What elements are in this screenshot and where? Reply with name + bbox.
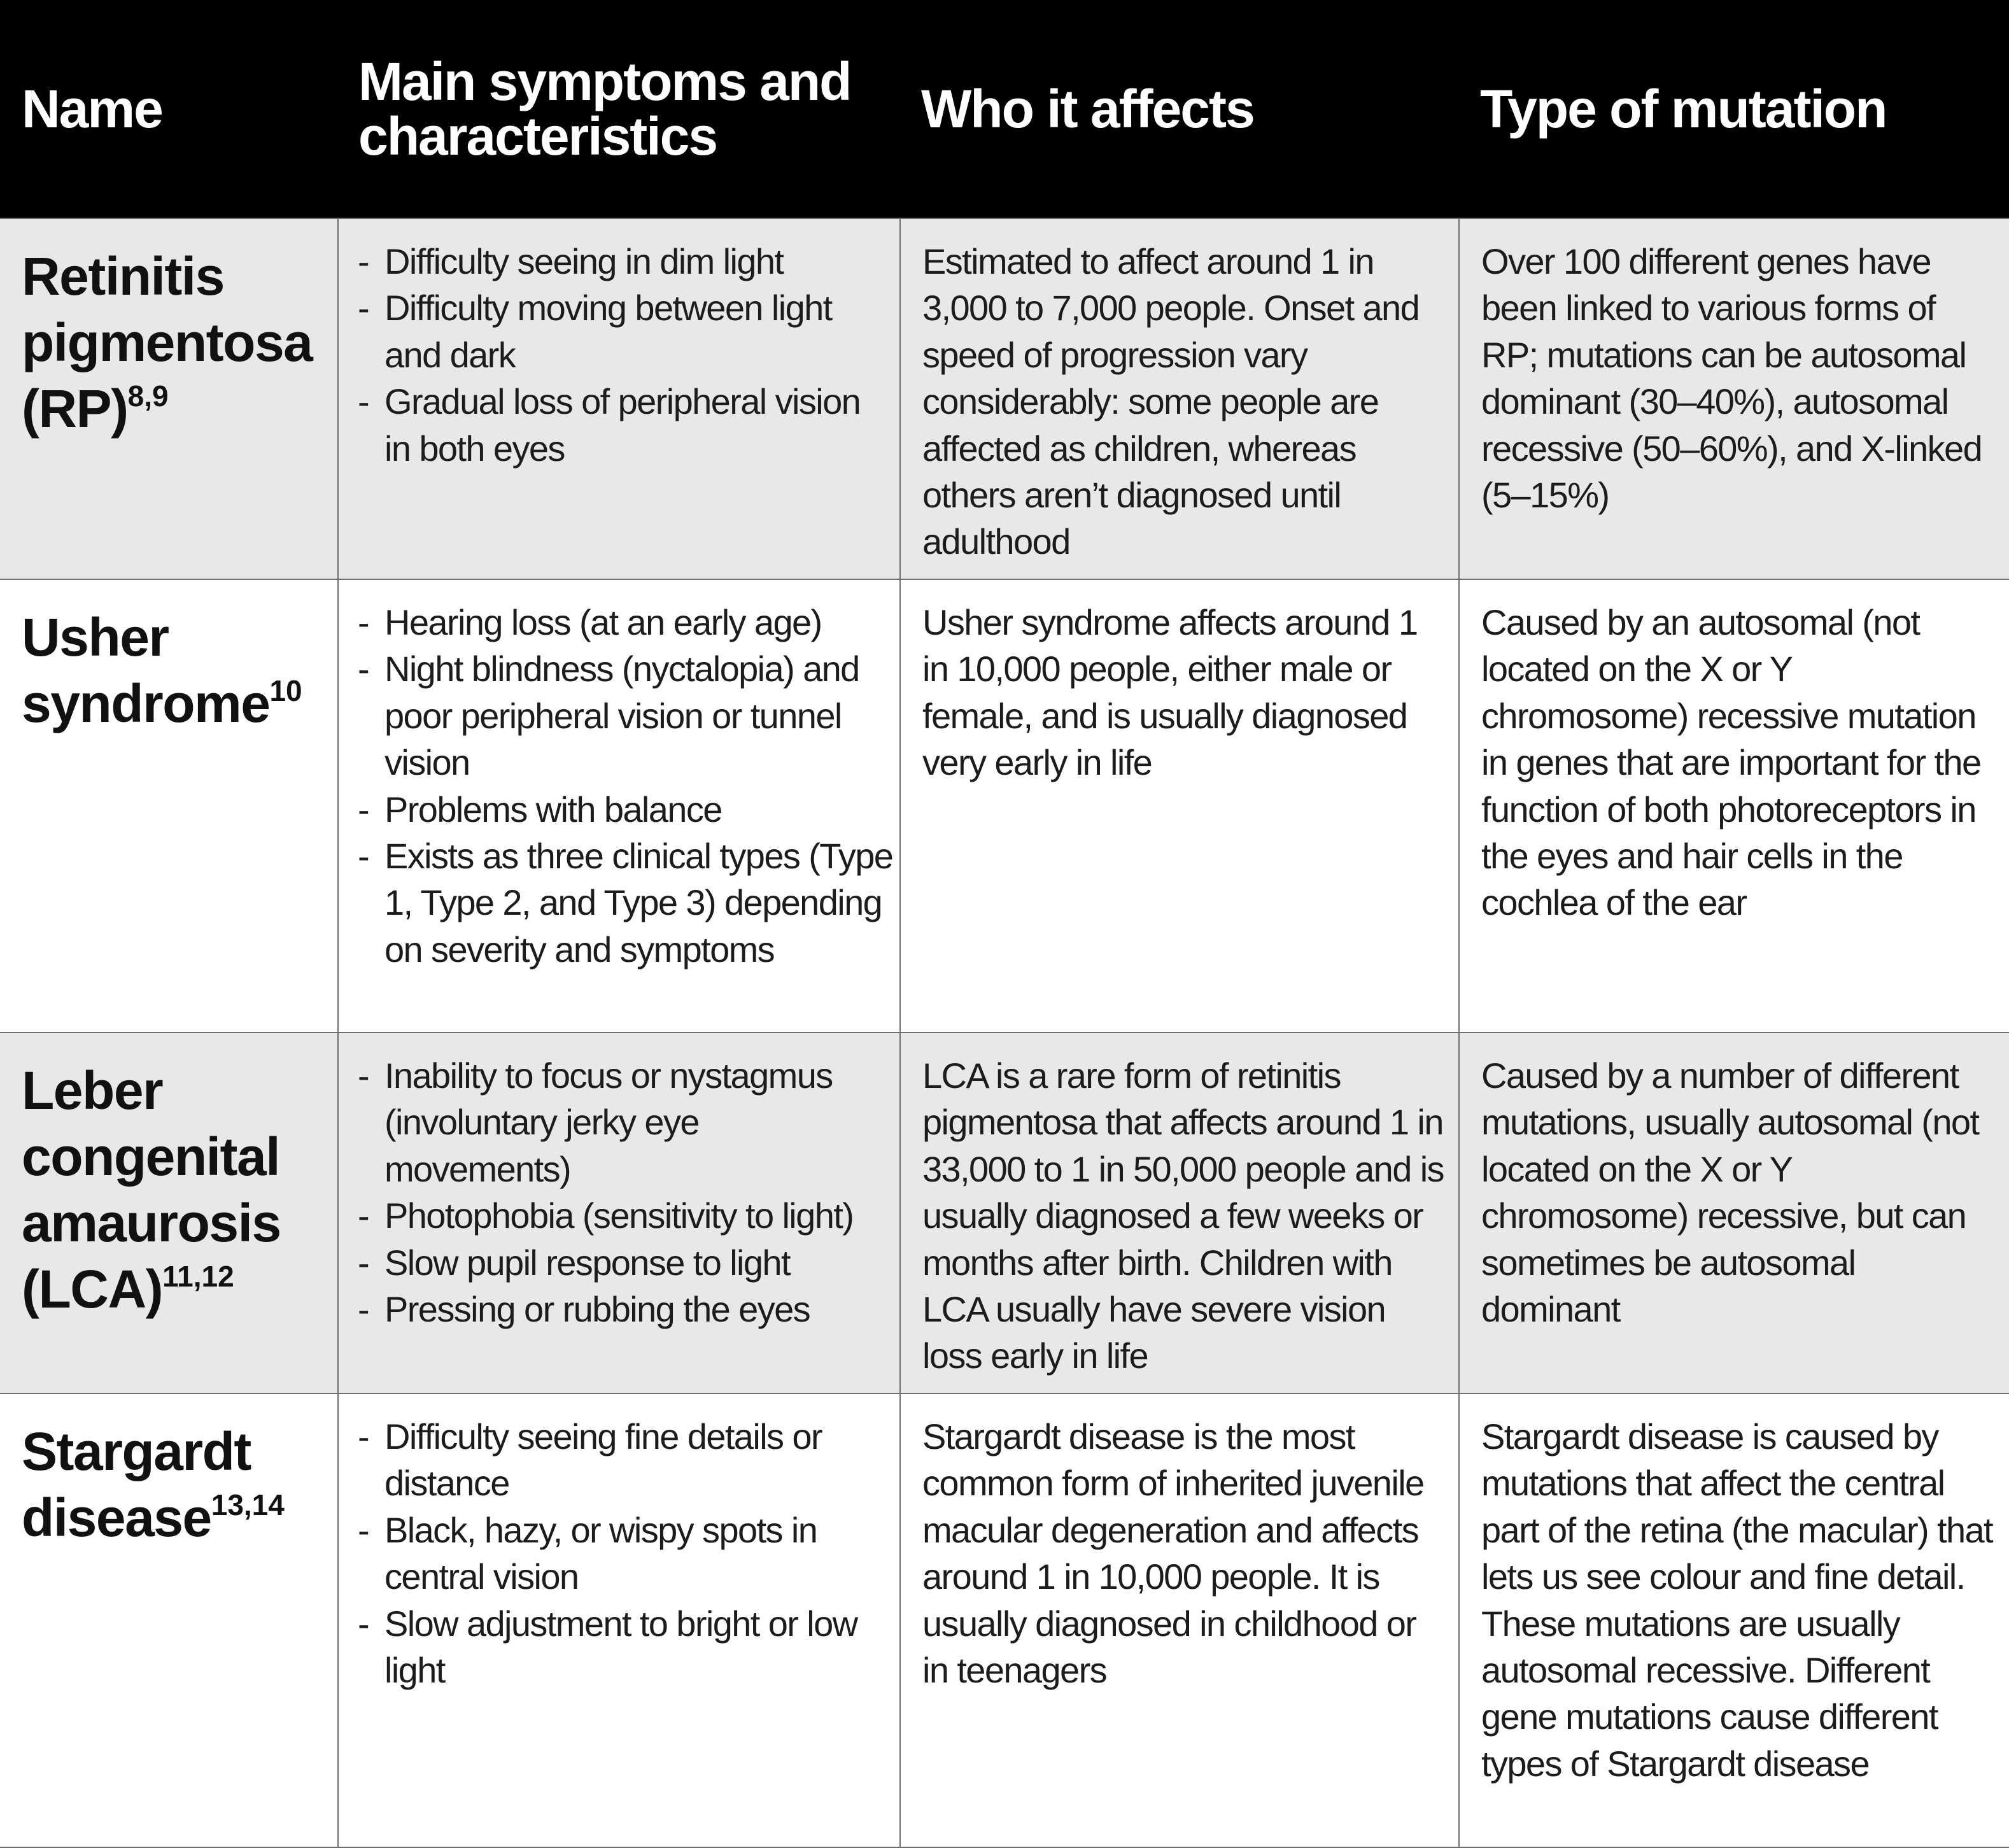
name-cell: [0, 1033, 337, 1393]
table-row-stargardt-disease: [0, 1393, 2009, 1848]
symptom-item: - Night blindness (nyctalopia) and poor peripheral vision or tunnel vision: [358, 649, 859, 783]
disease-name: Usher syndrome$^{10}$: [22, 607, 302, 733]
disease-name: Retinitis pigmentosa (RP)$^{8,9}$: [22, 246, 313, 439]
symptom-item: - Photophobia (sensitivity to light): [358, 1196, 854, 1236]
symptom-item: - Difficulty seeing in dim light: [358, 241, 784, 281]
table-row-usher-syndrome: [0, 579, 2009, 1032]
symptom-item: - Black, hazy, or wispy spots in central vision: [358, 1509, 817, 1597]
who-it-affects-text: Estimated to affect around 1 in 3,000 to 7,000 people. Onset and speed of progression vary considerably: some people are affected as children, whereas others aren’t diagnosed until adulthood: [922, 241, 1420, 562]
who-it-affects-cell: [899, 1394, 1458, 1848]
mutation-text: Caused by an autosomal (not located on the X or Y chromosome) recessive mutation in genes that are important for the function of both photoreceptors in the eyes and hair cells in the cochlea of the ear: [1481, 602, 1981, 923]
name-cell: [0, 580, 337, 1032]
symptom-list: [358, 1413, 893, 1693]
symptoms-cell: [337, 1033, 899, 1393]
reference-superscript: 10: [269, 674, 302, 707]
name-cell: [0, 1394, 337, 1848]
header-type-of-mutation: Type of mutation: [1480, 79, 1887, 139]
disease-name: Leber congenital amaurosis (LCA)$^{11,12}$: [22, 1061, 281, 1319]
symptoms-cell: [337, 219, 899, 579]
name-cell: [0, 219, 337, 579]
symptom-item: - Slow adjustment to bright or low light: [358, 1603, 857, 1691]
symptoms-cell: [337, 1394, 899, 1848]
table-row-leber-congenital-amaurosis: [0, 1032, 2009, 1393]
mutation-cell: [1458, 1394, 2009, 1848]
reference-superscript: 11,12: [162, 1260, 234, 1293]
who-it-affects-cell: [899, 219, 1458, 579]
symptom-item: - Difficulty moving between light and dark: [358, 288, 832, 375]
mutation-text: Caused by a number of different mutations, usually autosomal (not located on the X or Y chromosome) recessive, but can sometimes be autosomal dominant: [1481, 1055, 1979, 1330]
reference-superscript: 8,9: [127, 379, 169, 413]
header-who-it-affects: Who it affects: [921, 79, 1254, 139]
disease-name: Stargardt disease$^{13,14}$: [22, 1421, 285, 1548]
symptom-item: - Hearing loss (at an early age): [358, 602, 822, 642]
table-header: [0, 0, 2009, 218]
symptom-list: [358, 238, 893, 472]
symptom-list: [358, 1052, 893, 1332]
symptom-item: - Inability to focus or nystagmus (involuntary jerky eye movements): [358, 1055, 833, 1189]
symptom-list: [358, 599, 893, 973]
mutation-cell: [1458, 1033, 2009, 1393]
header-name: Name: [22, 79, 162, 139]
symptom-item: - Slow pupil response to light: [358, 1242, 790, 1283]
who-it-affects-cell: [899, 1033, 1458, 1393]
symptoms-cell: [337, 580, 899, 1032]
symptom-item: - Difficulty seeing fine details or distance: [358, 1416, 822, 1504]
table-row-retinitis-pigmentosa: [0, 218, 2009, 579]
mutation-text: Stargardt disease is caused by mutations that affect the central part of the retina (the macular) that lets us see colour and fine detail. These mutations are usually autosomal recessive. Different gene mutations cause different types of Stargardt disease: [1481, 1416, 1993, 1784]
symptom-item: - Pressing or rubbing the eyes: [358, 1289, 810, 1330]
who-it-affects-text: Usher syndrome affects around 1 in 10,000 people, either male or female, and is usually diagnosed very early in life: [922, 602, 1418, 783]
symptom-item: - Gradual loss of peripheral vision in both eyes: [358, 381, 861, 469]
symptom-item: - Exists as three clinical types (Type 1, Type 2, and Type 3) depending on severity and symptoms: [358, 836, 893, 970]
header-symptoms: Main symptoms and characteristics: [358, 52, 851, 166]
who-it-affects-cell: [899, 580, 1458, 1032]
mutation-cell: [1458, 580, 2009, 1032]
symptom-item: - Problems with balance: [358, 789, 722, 829]
mutation-cell: [1458, 219, 2009, 579]
reference-superscript: 13,14: [211, 1488, 285, 1521]
mutation-text: Over 100 different genes have been linked to various forms of RP; mutations can be autosomal dominant (30–40%), autosomal recessive (50–60%), and X-linked (5–15%): [1481, 241, 1982, 516]
who-it-affects-text: LCA is a rare form of retinitis pigmentosa that affects around 1 in 33,000 to 1 in 50,000 people and is usually diagnosed a few weeks or months after birth. Children with LCA usually have severe vision loss early in life: [922, 1055, 1444, 1376]
who-it-affects-text: Stargardt disease is the most common form of inherited juvenile macular degeneration and affects around 1 in 10,000 people. It is usually diagnosed in childhood or in teenagers: [922, 1416, 1424, 1691]
